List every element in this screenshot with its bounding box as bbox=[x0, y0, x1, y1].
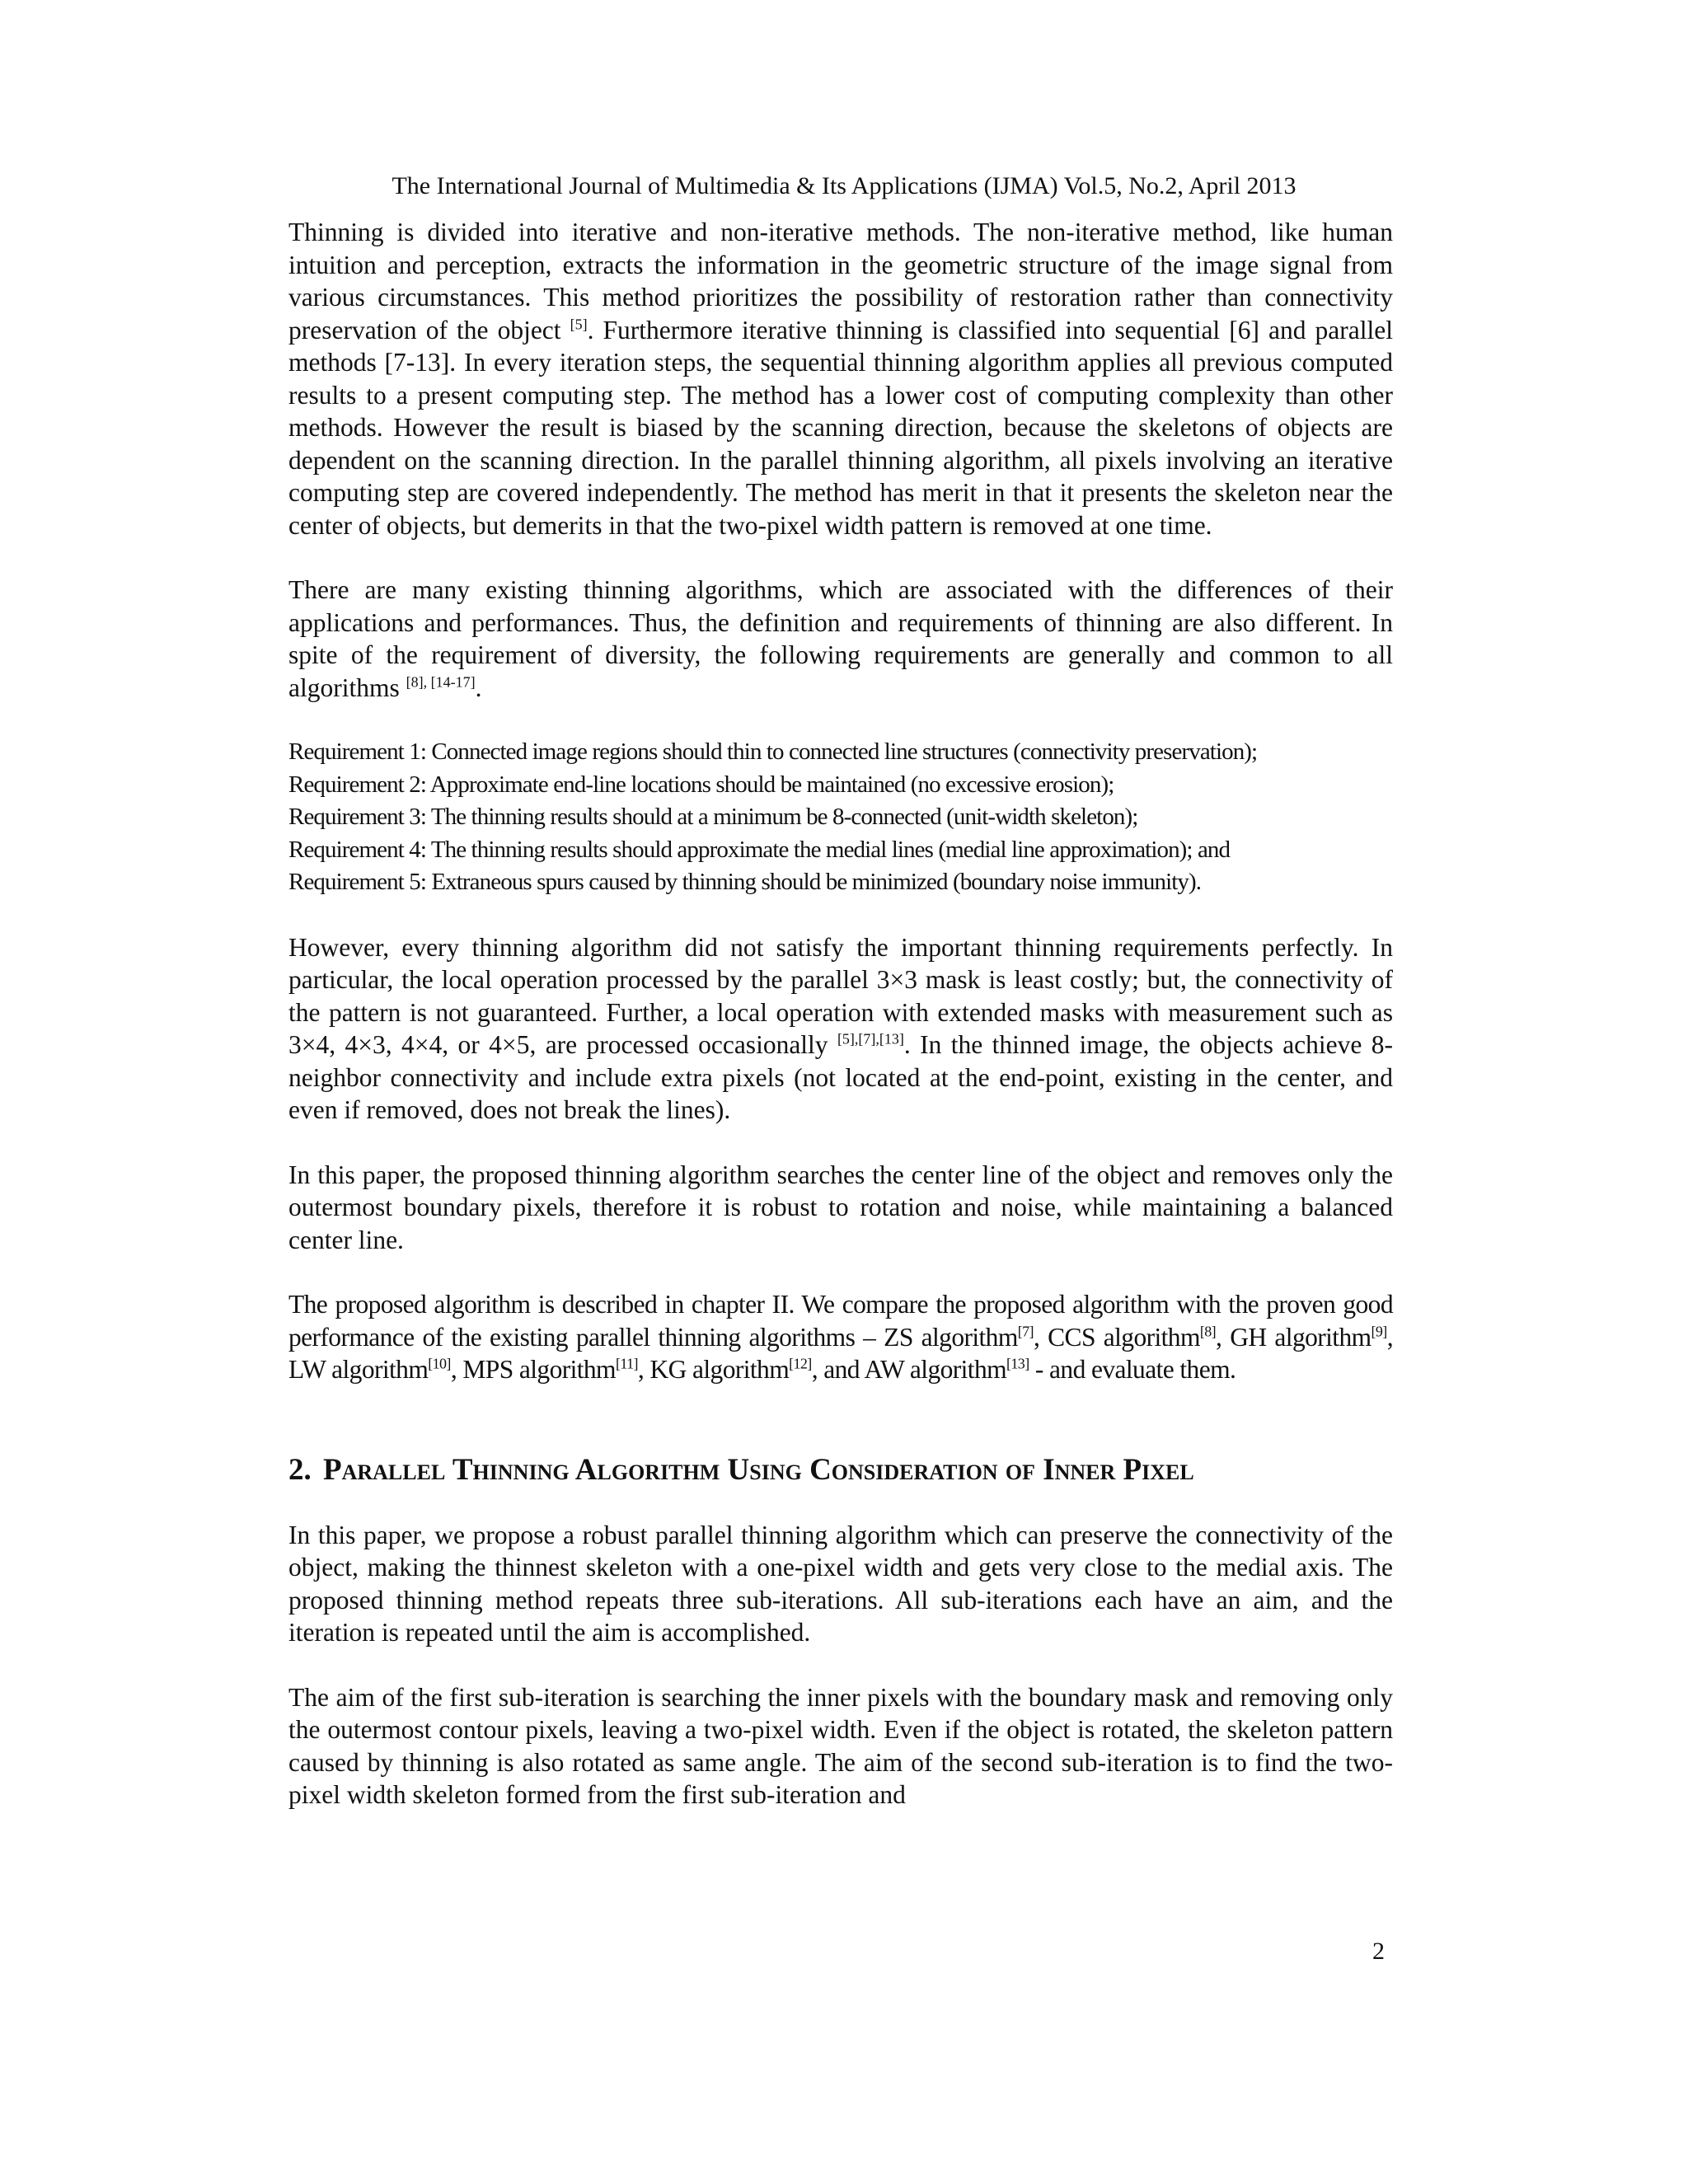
section-number: 2. bbox=[288, 1452, 312, 1487]
paragraph-requirements-not-satisfied: However, every thinning algorithm did not satisfy the important thinning requirements perfectly. In particular, the local operation processed by the parallel 3×3 mask is least costly; but, the connectivity of the pattern is not guaranteed. Further, a local operation with extended masks with measurement such as 3×4, 4×3, 4×4, or 4×5, are processed occasionally [5],[7],[13]. In the thinned image, the objects achieve 8-neighbor connectivity and include extra pixels (not located at the end-point, existing in the center, and even if removed, does not break the lines). bbox=[288, 932, 1393, 1124]
paragraph-proposed-method: In this paper, the proposed thinning algorithm searches the center line of the object and removes only the outermost boundary pixels, therefore it is robust to rotation and noise, while maintaining a balanced center line. bbox=[288, 1160, 1393, 1254]
citation: [8], [14-17] bbox=[406, 673, 476, 690]
citation: [8] bbox=[1199, 1323, 1217, 1339]
page-body bbox=[288, 216, 1393, 1811]
citation: [7] bbox=[1017, 1323, 1034, 1339]
paragraph-comparison: The proposed algorithm is described in chapter II. We compare the proposed algorithm with the proven good performance of the existing parallel thinning algorithms – ZS algorithm[7], CCS algorithm[8], GH algorithm[9], LW algorithm[10], MPS algorithm[11], KG algorithm[12], and AW algorithm[13] - and evaluate them. bbox=[288, 1290, 1393, 1384]
citation: [9] bbox=[1371, 1323, 1387, 1339]
section-heading bbox=[288, 1451, 1393, 1489]
requirement-item: Requirement 4: The thinning results should approximate the medial lines (medial line approximation); and bbox=[288, 836, 1231, 863]
citation: [5] bbox=[570, 316, 588, 332]
requirements-list bbox=[288, 736, 1393, 899]
citation: [13] bbox=[1006, 1355, 1029, 1372]
paragraph-proposal: In this paper, we propose a robust parallel thinning algorithm which can preserve the connectivity of the object, making the thinnest skeleton with a one-pixel width and gets very close to the medial axis. The proposed thinning method repeats three sub-iterations. All sub-iterations each have an aim, and the iteration is repeated until the aim is accomplished. bbox=[288, 1520, 1393, 1647]
paragraph-existing-algorithms: There are many existing thinning algorithms, which are associated with the differences of their applications and performances. Thus, the definition and requirements of thinning are also different. In spite of the requirement of diversity, the following requirements are generally and common to all algorithms [8], [14-17]. bbox=[288, 575, 1393, 702]
requirement-item: Requirement 1: Connected image regions should thin to connected line structures (connectivity preservation); bbox=[288, 738, 1258, 765]
page-number: 2 bbox=[1372, 1938, 1385, 1965]
paragraph-first-sub-iteration: The aim of the first sub-iteration is searching the inner pixels with the boundary mask and removing only the outermost contour pixels, leaving a two-pixel width. Even if the object is rotated, the skeleton pattern caused by thinning is also rotated as same angle. The aim of the second sub-iteration is to find the two-pixel width skeleton formed from the first sub-iteration and bbox=[288, 1682, 1393, 1809]
requirement-item: Requirement 3: The thinning results should at a minimum be 8-connected (unit-width skeleton); bbox=[288, 804, 1138, 830]
paragraph-thinning-methods: Thinning is divided into iterative and non-iterative methods. The non-iterative method, like human intuition and perception, extracts the information in the geometric structure of the image signal from various circumstances. This method prioritizes the possibility of restoration rather than connectivity preservation of the object [5]. Furthermore iterative thinning is classified into sequential [6] and parallel methods [7-13]. In every iteration steps, the sequential thinning algorithm applies all previous computed results to a present computing step. The method has a lower cost of computing complexity than other methods. However the result is biased by the scanning direction, because the skeletons of objects are dependent on the scanning direction. In the parallel thinning algorithm, all pixels involving an iterative computing step are covered independently. The method has merit in that it presents the skeleton near the center of objects, but demerits in that the two-pixel width pattern is removed at one time. bbox=[288, 218, 1393, 540]
requirement-item: Requirement 5: Extraneous spurs caused by thinning should be minimized (boundary noise immunity). bbox=[288, 869, 1202, 895]
section-title: Parallel Thinning Algorithm Using Consideration of Inner Pixel bbox=[323, 1452, 1194, 1487]
citation: [5],[7],[13] bbox=[837, 1030, 904, 1047]
requirement-item: Requirement 2: Approximate end-line locations should be maintained (no excessive erosion); bbox=[288, 771, 1114, 798]
citation: [12] bbox=[789, 1355, 812, 1372]
running-header: The International Journal of Multimedia & Its Applications (IJMA) Vol.5, No.2, April 2013 bbox=[392, 172, 1296, 199]
citation: [11] bbox=[615, 1355, 638, 1372]
citation: [10] bbox=[428, 1355, 451, 1372]
